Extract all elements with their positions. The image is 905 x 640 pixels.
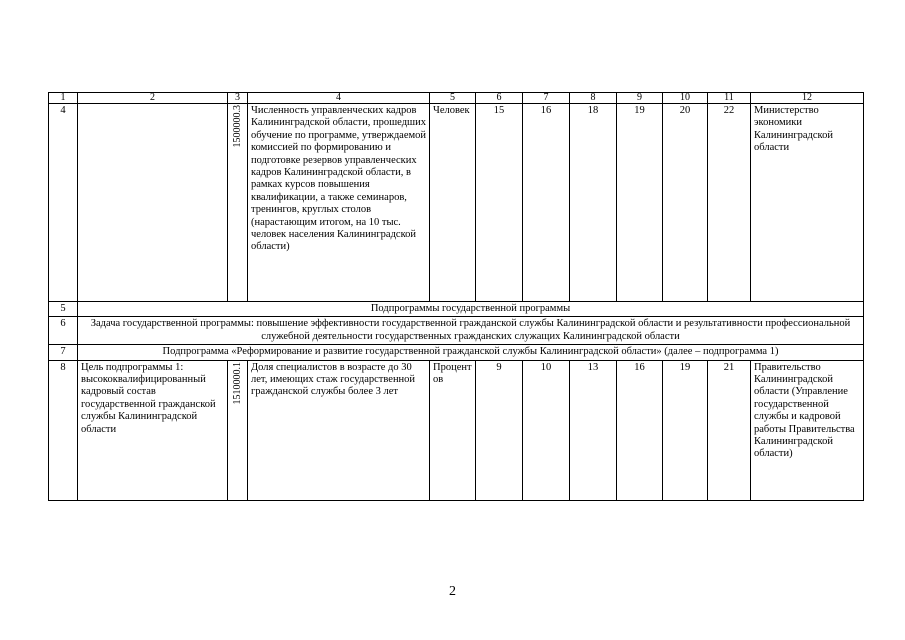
responsible-cell: Правительство Калининградской области (Управление государственной службы и кадровой работы Правительства Калининградской области) [751,360,864,500]
row-number: 8 [49,360,78,500]
column-number: 8 [570,93,617,104]
row-number: 7 [49,345,78,360]
value-cell: 19 [617,104,663,302]
unit-cell: Процентов [430,360,476,500]
value-cell: 22 [708,104,751,302]
table-row [49,104,864,302]
section-heading: Подпрограммы государственной программы [78,302,864,317]
responsible-cell: Министерство экономики Калининградской области [751,104,864,302]
goal-cell: Цель подпрограммы 1: высококвалифицированный кадровый состав государственной гражданской службы Калининградской области [78,360,228,500]
goal-cell [78,104,228,302]
column-number: 4 [248,93,430,104]
value-cell: 10 [523,360,570,500]
column-number: 7 [523,93,570,104]
indicator-cell: Доля специалистов в возрасте до 30 лет, имеющих стаж государственной гражданской службы более 3 лет [248,360,430,500]
table-row [49,345,864,360]
column-number: 2 [78,93,228,104]
value-cell: 9 [476,360,523,500]
code-cell [228,360,248,500]
row-number: 6 [49,317,78,345]
code-text: 1500000.3 [232,105,243,148]
code-cell [228,104,248,302]
row-number: 4 [49,104,78,302]
unit-cell: Человек [430,104,476,302]
column-number: 6 [476,93,523,104]
value-cell: 19 [663,360,708,500]
table-row [49,302,864,317]
indicator-cell: Численность управленческих кадров Калининградской области, прошедших обучение по программе, утверждаемой комиссией по формированию и подготовке резервов управленческих кадров Калининградской области, в рамках курсов повышения квалификации, а также семинаров, тренингов, круглых столов (нарастающим итогом, на 10 тыс. человек населения Калининградской области) [248,104,430,302]
value-cell: 18 [570,104,617,302]
subprogram-title: Подпрограмма «Реформирование и развитие государственной гражданской службы Калининградской области» (далее – подпрограмма 1) [78,345,864,360]
value-cell: 13 [570,360,617,500]
column-number: 10 [663,93,708,104]
column-number: 12 [751,93,864,104]
table-row [49,360,864,500]
value-cell: 20 [663,104,708,302]
value-cell: 21 [708,360,751,500]
column-number: 11 [708,93,751,104]
page-number: 2 [449,584,456,599]
value-cell: 16 [523,104,570,302]
column-number: 9 [617,93,663,104]
value-cell: 16 [617,360,663,500]
column-number-row [49,93,864,104]
column-number: 1 [49,93,78,104]
table-row [49,317,864,345]
column-number: 5 [430,93,476,104]
value-cell: 15 [476,104,523,302]
column-number: 3 [228,93,248,104]
indicators-table [48,92,864,501]
row-number: 5 [49,302,78,317]
code-text: 1510000.1 [232,361,243,405]
task-description: Задача государственной программы: повышение эффективности государственной гражданской службы Калининградской области и результативности профессиональной служебной деятельности государственных гражданских служащих Калининградской области [78,317,864,345]
